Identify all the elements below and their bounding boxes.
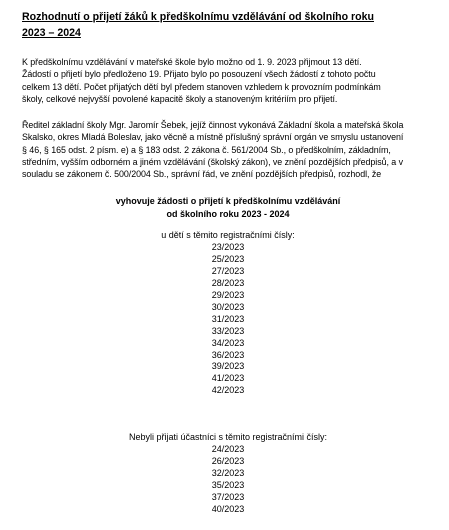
list-item: 39/2023 — [211, 361, 245, 372]
list-item: 40/2023 — [211, 503, 245, 514]
decision-line-1: vyhovuje žádosti o přijetí k předškolnímu vzdělávání — [115, 196, 341, 206]
list-item: 24/2023 — [211, 444, 245, 455]
rejected-numbers-list — [22, 444, 434, 515]
list-item: 35/2023 — [211, 480, 245, 491]
title-line-2: 2023 – 2024 — [22, 27, 81, 39]
capacity-paragraph — [22, 56, 434, 105]
list-item: 41/2023 — [211, 373, 245, 384]
list-item: 23/2023 — [211, 242, 245, 253]
paragraph-line: středním, vyšším odborném a jiném vzdělávání (školský zákon), ve znění pozdějších předpisů, a v — [22, 156, 403, 167]
rejected-list-section — [22, 431, 434, 516]
document-title — [22, 9, 432, 41]
paragraph-line: Žádostí o přijetí bylo předloženo 19. Přijato bylo po posouzení všech žádostí z tohoto počtu — [22, 69, 376, 80]
accepted-list-heading: u dětí s těmito registračními čísly: — [161, 230, 295, 240]
decision-statement — [22, 195, 434, 220]
list-item: 29/2023 — [211, 290, 245, 301]
legal-basis-paragraph — [22, 119, 434, 180]
list-item: 37/2023 — [211, 492, 245, 503]
paragraph-line: K předškolnímu vzdělávání v mateřské škole bylo možno od 1. 9. 2023 přijmout 13 dětí. — [22, 57, 362, 67]
paragraph-line: souladu se zákonem č. 500/2004 Sb., správní řád, ve znění pozdějších předpisů, rozhodl, že — [22, 169, 382, 180]
list-item: 27/2023 — [211, 266, 245, 277]
rejected-list-heading: Nebyli přijati účastníci s těmito registračními čísly: — [128, 432, 328, 442]
decision-line-2: od školního roku 2023 - 2024 — [166, 208, 290, 219]
list-item: 28/2023 — [211, 278, 245, 289]
accepted-numbers-list — [22, 242, 434, 397]
list-item: 30/2023 — [211, 301, 245, 312]
list-item: 33/2023 — [211, 325, 245, 336]
list-item: 25/2023 — [211, 254, 245, 265]
paragraph-line: celkem 13 dětí. Počet přijatých dětí byl předem stanoven vzhledem k provozním podmínkám — [22, 81, 381, 92]
list-item: 36/2023 — [211, 349, 245, 360]
list-item: 42/2023 — [211, 385, 245, 396]
list-item: 34/2023 — [211, 337, 245, 348]
paragraph-line: Skalsko, okres Mladá Boleslav, jako věcně a místně příslušný správní orgán ve smyslu ustanovení — [22, 132, 404, 143]
paragraph-line: Ředitel základní školy Mgr. Jaromír Šebek, jejíž činnost vykonává Základní škola a mateřská škola — [22, 120, 404, 130]
list-item: 26/2023 — [211, 456, 245, 467]
list-item: 32/2023 — [211, 468, 245, 479]
title-line-1: Rozhodnutí o přijetí žáků k předškolnímu vzdělávání od školního roku — [22, 11, 374, 23]
paragraph-line: § 46, § 165 odst. 2 písm. e) a § 183 odst. 2 zákona č. 561/2004 Sb., o předškolním, základním, — [22, 144, 391, 155]
accepted-list-section — [22, 229, 434, 397]
paragraph-line: školy, celkové nejvyšší povolené kapacitě školy a stanoveným kritériím pro přijetí. — [22, 93, 338, 104]
list-item: 31/2023 — [211, 313, 245, 324]
